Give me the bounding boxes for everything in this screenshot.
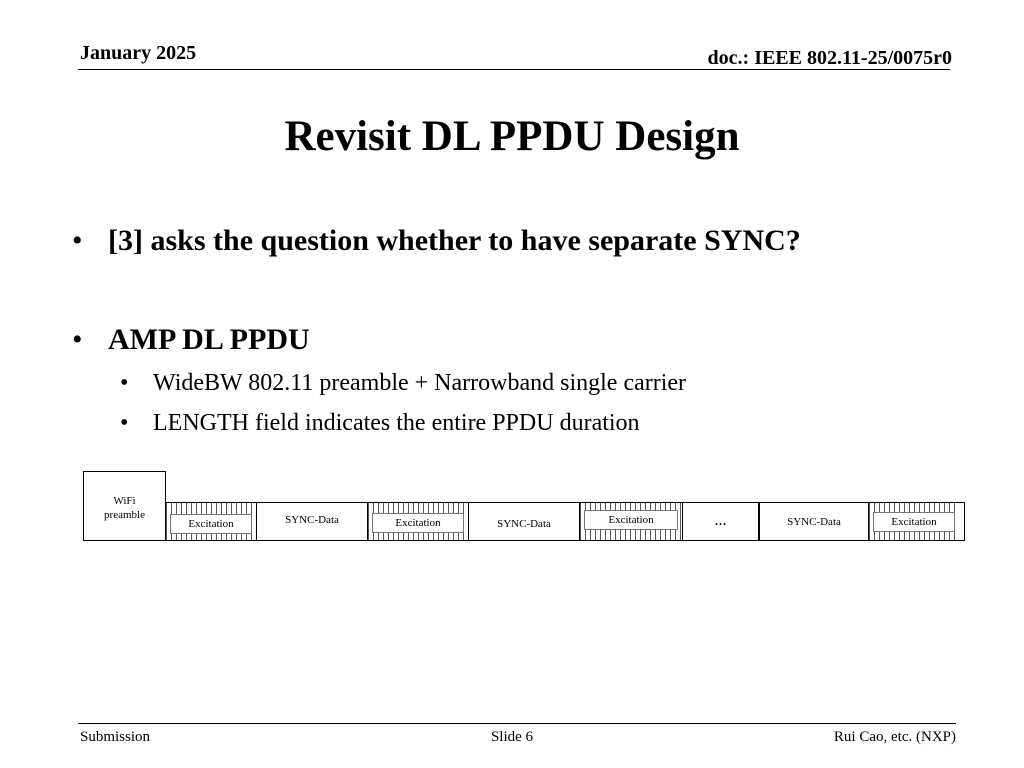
segment-label: Excitation [584,510,678,530]
sync-data-segment [256,503,368,540]
segment-label: Excitation [873,512,955,532]
segment-label: Excitation [372,513,464,533]
bullet-dot: • [72,224,83,257]
sub-bullet-text: WideBW 802.11 preamble + Narrowband single carrier [153,370,687,396]
bullet-item [72,323,310,357]
segment-label: Excitation [170,514,252,534]
segment-label: SYNC-Data [285,514,339,526]
sub-bullet-item [120,370,686,397]
preamble-label-line2: preamble [104,509,145,521]
excitation-segment [869,503,959,540]
excitation-segment [166,503,256,540]
preamble-label-line1: WiFi [113,495,136,507]
bullet-item [72,224,801,258]
excitation-segment [368,503,468,540]
sub-bullet-text: LENGTH field indicates the entire PPDU duration [153,410,640,436]
footer-author: Rui Cao, etc. (NXP) [833,729,956,745]
ellipsis-segment [682,503,759,540]
header-date: January 2025 [80,42,197,64]
sub-bullet-item [120,410,640,437]
bullet-text: [3] asks the question whether to have separate SYNC? [108,224,801,257]
segment-label: … [714,514,727,528]
sync-data-segment [759,503,869,540]
footer-submission: Submission [80,729,151,745]
slide-title: Revisit DL PPDU Design [284,113,740,160]
header-doc-id: doc.: IEEE 802.11-25/0075r0 [707,47,952,69]
segment-label: SYNC-Data [497,518,551,530]
header-divider [78,69,950,70]
footer-slide-number: Slide 6 [490,729,534,745]
excitation-segment [580,503,682,540]
footer-divider [78,723,956,724]
bullet-dot: • [72,323,83,356]
sync-data-segment [468,503,580,540]
segment-label: SYNC-Data [787,516,841,528]
bullet-dot: • [120,410,129,436]
bullet-text: AMP DL PPDU [108,323,310,356]
bullet-dot: • [120,370,129,396]
wifi-preamble-block [83,471,166,541]
